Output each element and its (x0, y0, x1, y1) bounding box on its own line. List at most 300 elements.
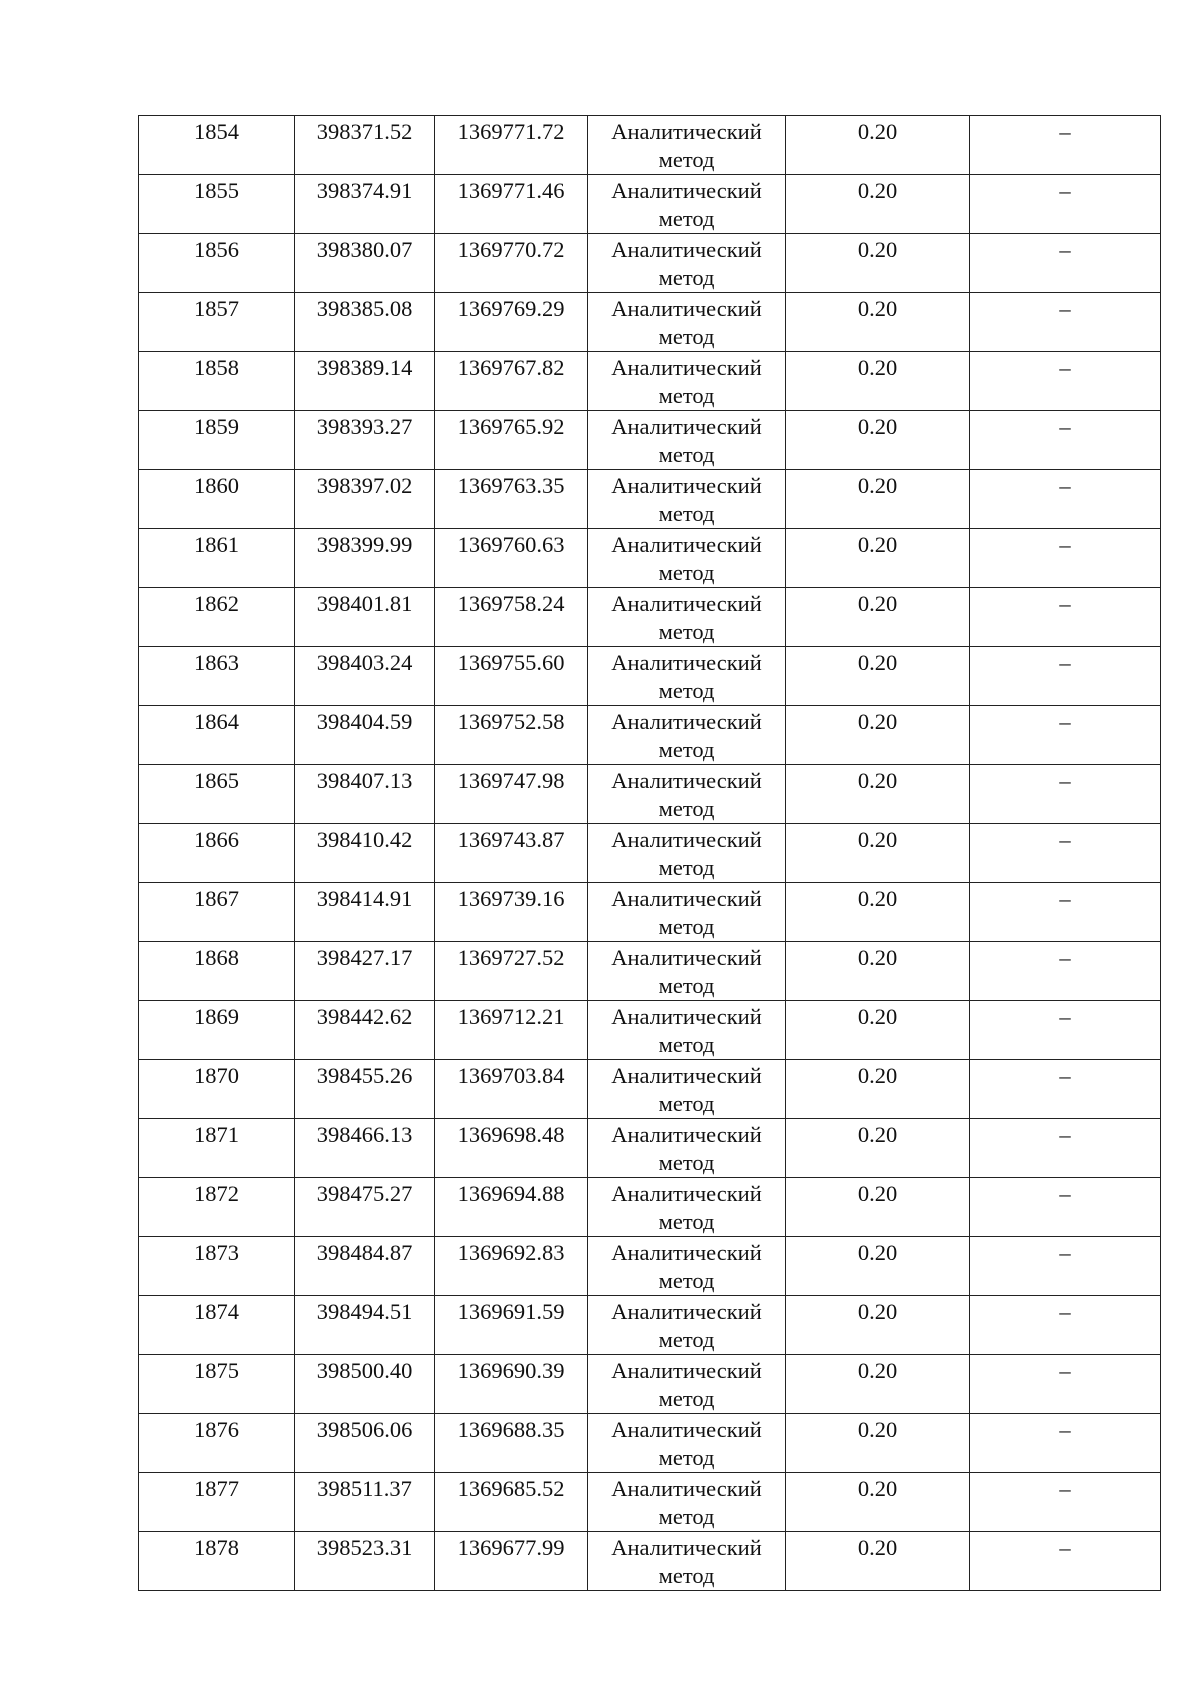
x-coordinate-cell (295, 1060, 435, 1119)
note-cell (970, 116, 1161, 175)
point-number-cell (139, 529, 295, 588)
table-row (139, 1355, 1161, 1414)
x-coordinate-cell (295, 1178, 435, 1237)
accuracy-text: 0.20 (857, 1004, 898, 1029)
note-cell (970, 824, 1161, 883)
y-coordinate-cell (435, 1532, 588, 1591)
accuracy-text: 0.20 (857, 1181, 898, 1206)
accuracy-cell (786, 1296, 970, 1355)
method-cell (588, 1296, 786, 1355)
x-coordinate-cell (295, 116, 435, 175)
point-number-text: 1866 (194, 827, 239, 852)
note-cell (970, 1532, 1161, 1591)
accuracy-text: 0.20 (857, 1358, 898, 1383)
accuracy-cell (786, 470, 970, 529)
y-coordinate-cell (435, 647, 588, 706)
x-coordinate-cell (295, 1001, 435, 1060)
point-number-cell (139, 293, 295, 352)
x-coordinate-text: 398414.91 (316, 886, 413, 911)
note-text: – (1059, 473, 1071, 498)
x-coordinate-cell (295, 1237, 435, 1296)
point-number-text: 1864 (194, 709, 239, 734)
x-coordinate-text: 398389.14 (316, 355, 413, 380)
point-number-cell (139, 1060, 295, 1119)
accuracy-text: 0.20 (857, 1240, 898, 1265)
y-coordinate-text: 1369752.58 (457, 709, 565, 734)
accuracy-cell (786, 1060, 970, 1119)
x-coordinate-cell (295, 1532, 435, 1591)
accuracy-text: 0.20 (857, 650, 898, 675)
point-number-text: 1857 (194, 296, 239, 321)
note-text: – (1059, 1476, 1071, 1501)
method-cell (588, 1060, 786, 1119)
table-row (139, 529, 1161, 588)
point-number-text: 1861 (194, 532, 239, 557)
note-cell (970, 1119, 1161, 1178)
x-coordinate-cell (295, 470, 435, 529)
table-row (139, 411, 1161, 470)
table-row (139, 883, 1161, 942)
note-text: – (1059, 355, 1071, 380)
note-text: – (1059, 886, 1071, 911)
accuracy-text: 0.20 (857, 237, 898, 262)
point-number-text: 1871 (194, 1122, 239, 1147)
x-coordinate-text: 398410.42 (316, 827, 413, 852)
y-coordinate-text: 1369747.98 (457, 768, 565, 793)
y-coordinate-cell (435, 1119, 588, 1178)
y-coordinate-text: 1369692.83 (457, 1240, 565, 1265)
method-cell (588, 411, 786, 470)
method-cell (588, 175, 786, 234)
point-number-text: 1872 (194, 1181, 239, 1206)
note-cell (970, 706, 1161, 765)
table-row (139, 234, 1161, 293)
y-coordinate-cell (435, 706, 588, 765)
accuracy-cell (786, 765, 970, 824)
table-row (139, 116, 1161, 175)
table-row (139, 1237, 1161, 1296)
x-coordinate-text: 398371.52 (316, 119, 413, 144)
x-coordinate-text: 398506.06 (316, 1417, 413, 1442)
x-coordinate-cell (295, 706, 435, 765)
y-coordinate-cell (435, 352, 588, 411)
point-number-cell (139, 765, 295, 824)
method-text: Аналитический метод (611, 1181, 762, 1234)
method-text: Аналитический метод (611, 473, 762, 526)
method-cell (588, 1119, 786, 1178)
y-coordinate-cell (435, 1178, 588, 1237)
table-row (139, 1296, 1161, 1355)
x-coordinate-text: 398385.08 (316, 296, 413, 321)
point-number-text: 1870 (194, 1063, 239, 1088)
method-cell (588, 824, 786, 883)
x-coordinate-text: 398401.81 (316, 591, 413, 616)
note-text: – (1059, 414, 1071, 439)
note-cell (970, 588, 1161, 647)
point-number-cell (139, 175, 295, 234)
y-coordinate-text: 1369765.92 (457, 414, 565, 439)
y-coordinate-text: 1369767.82 (457, 355, 565, 380)
method-text: Аналитический метод (611, 886, 762, 939)
y-coordinate-text: 1369698.48 (457, 1122, 565, 1147)
table-body (139, 116, 1161, 1591)
x-coordinate-text: 398511.37 (317, 1476, 412, 1501)
x-coordinate-text: 398427.17 (316, 945, 413, 970)
note-cell (970, 529, 1161, 588)
accuracy-cell (786, 1001, 970, 1060)
method-cell (588, 588, 786, 647)
x-coordinate-cell (295, 352, 435, 411)
accuracy-cell (786, 1532, 970, 1591)
accuracy-text: 0.20 (857, 178, 898, 203)
table-row (139, 1473, 1161, 1532)
y-coordinate-cell (435, 116, 588, 175)
x-coordinate-cell (295, 529, 435, 588)
accuracy-cell (786, 883, 970, 942)
method-cell (588, 1532, 786, 1591)
note-cell (970, 1355, 1161, 1414)
note-cell (970, 1237, 1161, 1296)
note-cell (970, 411, 1161, 470)
note-cell (970, 1296, 1161, 1355)
table-row (139, 824, 1161, 883)
method-text: Аналитический метод (611, 296, 762, 349)
point-number-cell (139, 352, 295, 411)
coordinates-table (138, 115, 1161, 1591)
method-cell (588, 1237, 786, 1296)
table-row (139, 647, 1161, 706)
accuracy-cell (786, 706, 970, 765)
method-cell (588, 470, 786, 529)
x-coordinate-text: 398403.24 (316, 650, 413, 675)
accuracy-cell (786, 1237, 970, 1296)
y-coordinate-text: 1369677.99 (457, 1535, 565, 1560)
note-text: – (1059, 296, 1071, 321)
method-cell (588, 352, 786, 411)
point-number-text: 1877 (194, 1476, 239, 1501)
x-coordinate-cell (295, 1473, 435, 1532)
table-row (139, 1532, 1161, 1591)
y-coordinate-cell (435, 175, 588, 234)
y-coordinate-text: 1369739.16 (457, 886, 565, 911)
method-text: Аналитический метод (611, 1417, 762, 1470)
method-cell (588, 1001, 786, 1060)
note-cell (970, 175, 1161, 234)
point-number-text: 1869 (194, 1004, 239, 1029)
accuracy-cell (786, 293, 970, 352)
x-coordinate-text: 398466.13 (316, 1122, 413, 1147)
point-number-cell (139, 411, 295, 470)
point-number-cell (139, 1414, 295, 1473)
y-coordinate-text: 1369760.63 (457, 532, 565, 557)
x-coordinate-cell (295, 765, 435, 824)
note-text: – (1059, 1122, 1071, 1147)
x-coordinate-cell (295, 883, 435, 942)
x-coordinate-text: 398380.07 (316, 237, 413, 262)
method-text: Аналитический метод (611, 1122, 762, 1175)
note-text: – (1059, 1063, 1071, 1088)
method-text: Аналитический метод (611, 1240, 762, 1293)
note-cell (970, 942, 1161, 1001)
y-coordinate-text: 1369691.59 (457, 1299, 565, 1324)
x-coordinate-cell (295, 1414, 435, 1473)
y-coordinate-cell (435, 1414, 588, 1473)
point-number-cell (139, 588, 295, 647)
accuracy-text: 0.20 (857, 473, 898, 498)
note-text: – (1059, 1004, 1071, 1029)
y-coordinate-cell (435, 883, 588, 942)
accuracy-text: 0.20 (857, 532, 898, 557)
accuracy-text: 0.20 (857, 1063, 898, 1088)
method-text: Аналитический метод (611, 709, 762, 762)
accuracy-text: 0.20 (857, 296, 898, 321)
y-coordinate-cell (435, 1296, 588, 1355)
table-row (139, 1060, 1161, 1119)
table-row (139, 293, 1161, 352)
point-number-cell (139, 1237, 295, 1296)
note-cell (970, 470, 1161, 529)
x-coordinate-text: 398404.59 (316, 709, 413, 734)
x-coordinate-text: 398399.99 (316, 532, 413, 557)
accuracy-cell (786, 1355, 970, 1414)
y-coordinate-cell (435, 411, 588, 470)
y-coordinate-cell (435, 824, 588, 883)
x-coordinate-cell (295, 942, 435, 1001)
method-cell (588, 529, 786, 588)
x-coordinate-text: 398455.26 (316, 1063, 413, 1088)
note-cell (970, 765, 1161, 824)
note-cell (970, 1060, 1161, 1119)
y-coordinate-cell (435, 293, 588, 352)
point-number-text: 1854 (194, 119, 239, 144)
method-text: Аналитический метод (611, 355, 762, 408)
x-coordinate-text: 398442.62 (316, 1004, 413, 1029)
point-number-cell (139, 116, 295, 175)
x-coordinate-text: 398494.51 (316, 1299, 413, 1324)
method-text: Аналитический метод (611, 532, 762, 585)
method-text: Аналитический метод (611, 1004, 762, 1057)
accuracy-text: 0.20 (857, 945, 898, 970)
method-cell (588, 1355, 786, 1414)
accuracy-text: 0.20 (857, 768, 898, 793)
x-coordinate-text: 398484.87 (316, 1240, 413, 1265)
y-coordinate-cell (435, 1473, 588, 1532)
point-number-cell (139, 883, 295, 942)
note-text: – (1059, 1240, 1071, 1265)
y-coordinate-text: 1369712.21 (457, 1004, 565, 1029)
method-text: Аналитический метод (611, 1063, 762, 1116)
note-text: – (1059, 827, 1071, 852)
accuracy-cell (786, 116, 970, 175)
point-number-text: 1875 (194, 1358, 239, 1383)
accuracy-cell (786, 529, 970, 588)
y-coordinate-text: 1369758.24 (457, 591, 565, 616)
accuracy-cell (786, 588, 970, 647)
accuracy-text: 0.20 (857, 1299, 898, 1324)
x-coordinate-cell (295, 824, 435, 883)
y-coordinate-cell (435, 1237, 588, 1296)
point-number-cell (139, 706, 295, 765)
point-number-text: 1865 (194, 768, 239, 793)
x-coordinate-cell (295, 647, 435, 706)
accuracy-text: 0.20 (857, 355, 898, 380)
note-text: – (1059, 237, 1071, 262)
note-text: – (1059, 591, 1071, 616)
x-coordinate-cell (295, 293, 435, 352)
y-coordinate-cell (435, 588, 588, 647)
method-cell (588, 706, 786, 765)
y-coordinate-text: 1369771.72 (457, 119, 565, 144)
method-text: Аналитический метод (611, 119, 762, 172)
point-number-text: 1862 (194, 591, 239, 616)
method-cell (588, 942, 786, 1001)
note-text: – (1059, 768, 1071, 793)
method-text: Аналитический метод (611, 1358, 762, 1411)
accuracy-cell (786, 1414, 970, 1473)
accuracy-text: 0.20 (857, 886, 898, 911)
method-cell (588, 234, 786, 293)
point-number-cell (139, 1532, 295, 1591)
y-coordinate-text: 1369688.35 (457, 1417, 565, 1442)
method-text: Аналитический метод (611, 591, 762, 644)
accuracy-cell (786, 1119, 970, 1178)
x-coordinate-text: 398397.02 (316, 473, 413, 498)
note-cell (970, 352, 1161, 411)
point-number-cell (139, 1001, 295, 1060)
x-coordinate-text: 398500.40 (316, 1358, 413, 1383)
method-text: Аналитический метод (611, 945, 762, 998)
note-cell (970, 883, 1161, 942)
accuracy-text: 0.20 (857, 827, 898, 852)
note-text: – (1059, 1181, 1071, 1206)
accuracy-text: 0.20 (857, 709, 898, 734)
method-cell (588, 765, 786, 824)
y-coordinate-text: 1369770.72 (457, 237, 565, 262)
accuracy-text: 0.20 (857, 591, 898, 616)
y-coordinate-text: 1369727.52 (457, 945, 565, 970)
y-coordinate-cell (435, 529, 588, 588)
table-row (139, 1001, 1161, 1060)
x-coordinate-text: 398393.27 (316, 414, 413, 439)
accuracy-cell (786, 175, 970, 234)
table-row (139, 1119, 1161, 1178)
note-text: – (1059, 532, 1071, 557)
table-row (139, 1178, 1161, 1237)
point-number-text: 1876 (194, 1417, 239, 1442)
point-number-text: 1867 (194, 886, 239, 911)
point-number-text: 1874 (194, 1299, 239, 1324)
accuracy-text: 0.20 (857, 414, 898, 439)
point-number-cell (139, 942, 295, 1001)
accuracy-text: 0.20 (857, 1417, 898, 1442)
point-number-cell (139, 470, 295, 529)
accuracy-text: 0.20 (857, 1535, 898, 1560)
y-coordinate-cell (435, 1060, 588, 1119)
accuracy-cell (786, 1178, 970, 1237)
table-row (139, 765, 1161, 824)
table-row (139, 470, 1161, 529)
y-coordinate-cell (435, 765, 588, 824)
accuracy-text: 0.20 (857, 1476, 898, 1501)
point-number-text: 1855 (194, 178, 239, 203)
accuracy-cell (786, 411, 970, 470)
table-row (139, 175, 1161, 234)
point-number-cell (139, 824, 295, 883)
note-cell (970, 234, 1161, 293)
note-cell (970, 1178, 1161, 1237)
note-text: – (1059, 650, 1071, 675)
accuracy-cell (786, 234, 970, 293)
method-cell (588, 1414, 786, 1473)
y-coordinate-text: 1369703.84 (457, 1063, 565, 1088)
note-text: – (1059, 709, 1071, 734)
table-row (139, 588, 1161, 647)
point-number-text: 1860 (194, 473, 239, 498)
note-text: – (1059, 119, 1071, 144)
method-cell (588, 647, 786, 706)
method-text: Аналитический метод (611, 1299, 762, 1352)
x-coordinate-cell (295, 588, 435, 647)
y-coordinate-text: 1369743.87 (457, 827, 565, 852)
point-number-cell (139, 234, 295, 293)
table-row (139, 352, 1161, 411)
y-coordinate-cell (435, 470, 588, 529)
point-number-text: 1856 (194, 237, 239, 262)
y-coordinate-cell (435, 942, 588, 1001)
x-coordinate-text: 398523.31 (316, 1535, 413, 1560)
point-number-cell (139, 1296, 295, 1355)
y-coordinate-text: 1369755.60 (457, 650, 565, 675)
note-text: – (1059, 1535, 1071, 1560)
method-text: Аналитический метод (611, 178, 762, 231)
method-cell (588, 883, 786, 942)
accuracy-cell (786, 824, 970, 883)
method-text: Аналитический метод (611, 1476, 762, 1529)
x-coordinate-text: 398475.27 (316, 1181, 413, 1206)
point-number-cell (139, 1355, 295, 1414)
y-coordinate-text: 1369763.35 (457, 473, 565, 498)
point-number-text: 1873 (194, 1240, 239, 1265)
note-cell (970, 647, 1161, 706)
table-row (139, 1414, 1161, 1473)
point-number-text: 1858 (194, 355, 239, 380)
accuracy-cell (786, 1473, 970, 1532)
x-coordinate-cell (295, 234, 435, 293)
method-text: Аналитический метод (611, 827, 762, 880)
y-coordinate-cell (435, 1355, 588, 1414)
x-coordinate-text: 398407.13 (316, 768, 413, 793)
note-cell (970, 293, 1161, 352)
method-cell (588, 1473, 786, 1532)
note-text: – (1059, 178, 1071, 203)
method-text: Аналитический метод (611, 650, 762, 703)
note-text: – (1059, 945, 1071, 970)
note-text: – (1059, 1358, 1071, 1383)
point-number-cell (139, 647, 295, 706)
point-number-text: 1859 (194, 414, 239, 439)
note-text: – (1059, 1417, 1071, 1442)
y-coordinate-text: 1369769.29 (457, 296, 565, 321)
x-coordinate-cell (295, 411, 435, 470)
accuracy-cell (786, 647, 970, 706)
point-number-text: 1878 (194, 1535, 239, 1560)
method-cell (588, 1178, 786, 1237)
point-number-text: 1863 (194, 650, 239, 675)
x-coordinate-cell (295, 1355, 435, 1414)
method-text: Аналитический метод (611, 1535, 762, 1588)
note-text: – (1059, 1299, 1071, 1324)
point-number-cell (139, 1473, 295, 1532)
